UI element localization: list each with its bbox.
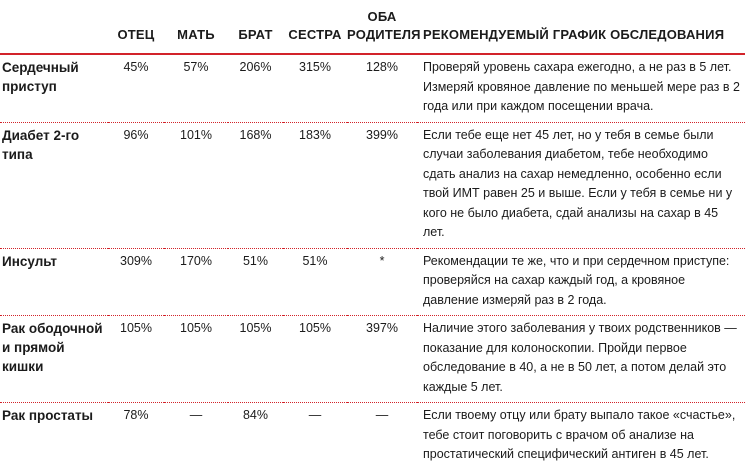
sister-value: 51% — [302, 253, 328, 268]
table-body — [0, 54, 745, 470]
header-both-line1: ОБА — [367, 9, 397, 24]
condition-name-text: Инсульт — [2, 253, 57, 269]
mother-value: 101% — [180, 127, 212, 142]
table-row — [0, 54, 745, 122]
condition-name — [0, 248, 108, 316]
both-value: * — [379, 253, 385, 268]
header-sister: СЕСТРА — [288, 27, 342, 42]
table-row — [0, 122, 745, 248]
header-mother: МАТЬ — [177, 27, 215, 42]
brother-value: 51% — [242, 253, 269, 268]
condition-name-text: Диабет 2-го типа — [2, 127, 80, 162]
recommendation-text: Если тебе еще нет 45 лет, но у тебя в семье были случаи заболевания диабетом, тебе необходимо сдать анализ на сахар немедленно, особенно если твой ИМТ равен 25 и выше. Если у тебя в семье ни у кого не было диабета, сдай анализы на сахар в 45 лет. — [423, 127, 733, 239]
recommendation-text: Проверяй уровень сахара ежегодно, а не раз в 5 лет. Измеряй кровяное давление по меньшей мере раз в 2 года или при каждом посещении врача. — [423, 60, 740, 113]
sister-value: 105% — [299, 321, 331, 335]
brother-value: 206% — [239, 60, 272, 74]
recommendation-text: Если твоему отцу или брату выпало такое «счастье», тебе стоит поговорить с врачом об анализе на простатический специфический антиген в 45 лет. — [423, 408, 736, 461]
header-both-parents — [347, 8, 421, 54]
mother-value: 105% — [180, 321, 212, 335]
table-row — [0, 403, 745, 470]
mother-value: — — [189, 408, 203, 422]
table-header — [0, 8, 745, 54]
father-value: 96% — [123, 127, 149, 142]
header-empty — [0, 8, 108, 54]
condition-name — [0, 54, 108, 122]
condition-name — [0, 403, 108, 470]
condition-name-text: Рак простаты — [2, 408, 94, 423]
recommendation-text: Рекомендации те же, что и при сердечном приступе: проверяйся на сахар каждый год, а кровяное давление измеряй раз в 2 года. — [423, 253, 730, 307]
both-value: 399% — [366, 127, 398, 142]
table-row — [0, 248, 745, 316]
both-value: 128% — [366, 60, 398, 74]
header-brother: БРАТ — [238, 27, 273, 42]
condition-name-text: Рак ободочной и прямой кишки — [2, 321, 103, 374]
father-value: 45% — [123, 60, 149, 74]
recommendation-text: Наличие этого заболевания у твоих родственников — показание для колоноскопии. Пройди первое обследование в 40, а не в 50 лет, а потом делай это каждые 5 лет. — [423, 321, 737, 394]
brother-value: 84% — [242, 408, 269, 422]
header-father: ОТЕЦ — [117, 27, 155, 42]
sister-value: 183% — [299, 127, 331, 142]
mother-value: 170% — [180, 253, 212, 268]
both-value: 397% — [366, 321, 398, 335]
condition-name — [0, 316, 108, 403]
sister-value: — — [308, 408, 322, 422]
father-value: 78% — [123, 408, 149, 422]
both-value: — — [375, 408, 389, 422]
header-recommendation: РЕКОМЕНДУЕМЫЙ ГРАФИК ОБСЛЕДОВАНИЯ — [423, 27, 725, 42]
brother-value: 105% — [239, 321, 272, 335]
father-value: 309% — [120, 253, 152, 268]
condition-name-text: Сердечный приступ — [2, 60, 79, 94]
table-row — [0, 316, 745, 403]
family-risk-table — [0, 8, 745, 470]
father-value: 105% — [120, 321, 152, 335]
mother-value: 57% — [183, 60, 209, 74]
brother-value: 168% — [239, 127, 272, 142]
condition-name — [0, 122, 108, 248]
sister-value: 315% — [299, 60, 331, 74]
header-both-line2: РОДИТЕЛЯ — [347, 27, 421, 42]
header-row — [0, 8, 745, 54]
